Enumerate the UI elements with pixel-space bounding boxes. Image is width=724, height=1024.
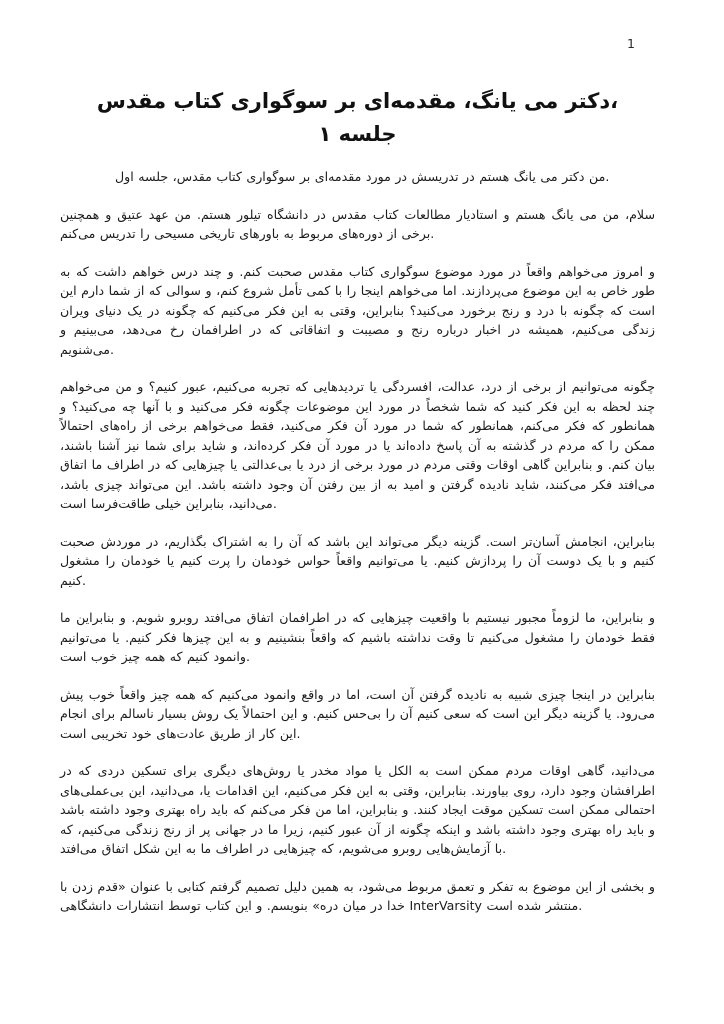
page-number: 1 xyxy=(627,36,635,51)
paragraph: می‌دانید، گاهی اوقات مردم ممکن است به الکل یا مواد مخدر یا روش‌های دیگری برای تسکین دردی که در اطرافشان وجود دارد، روی بیاورند. بنابراین، وقتی به این فکر می‌کنیم، این اقدامات یا، می‌دانید، این بی‌عملی‌های احتمالی ممکن است تسکین موقت ایجاد کنند. و بنابراین، اما من فکر می‌کنم که باید راه بهتری وجود داشته باشد و باید راه بهتری وجود داشته باشد و اینکه چگونه از آن عبور کنیم، زیرا ما در جهانی پر از رنج زندگی می‌کنیم، که با آزمایش‌هایی روبرو می‌شویم، که چیزهایی در اطراف ما به این شکل اتفاق می‌افتد. xyxy=(60,763,655,856)
paragraph: من دکتر می یانگ هستم در تدریسش در مورد مقدمه‌ای بر سوگواری کتاب مقدس، جلسه اول. xyxy=(115,169,610,184)
title-line-2: جلسه ۱ xyxy=(318,122,397,146)
paragraph: بنابراین، انجامش آسان‌تر است. گزینه دیگر می‌تواند این باشد که آن را به اشتراک بگذاریم، در موردش صحبت کنیم و با یک دوست آن را پردازش کنیم. یا می‌توانیم واقعاً حواس خودمان را پرت کنیم یا خودمان را مشغول کنیم. xyxy=(60,533,655,588)
paragraph: سلام، من می یانگ هستم و استادیار مطالعات کتاب مقدس در دانشگاه تیلور هستم. من عهد عتیق و همچنین برخی از دوره‌های مربوط به باورهای تاریخی مسیحی را تدریس می‌کنم. xyxy=(60,206,655,241)
paragraph: و بنابراین، ما لزوماً مجبور نیستیم با واقعیت چیزهایی که در اطرافمان اتفاق می‌افتد روبرو شویم. و بنابراین ما فقط خودمان را مشغول می‌کنیم تا وقت نداشته باشیم که واقعاً بنشینیم و به این چیزها فکر کنیم. یا می‌توانیم وانمود کنیم که همه چیز خوب است. xyxy=(60,610,655,664)
title-line-1: دکتر می یانگ، مقدمه‌ای بر سوگواری کتاب مقدس، xyxy=(96,89,619,113)
document-title xyxy=(60,85,655,151)
paragraph: چگونه می‌توانیم از برخی از درد، عدالت، افسردگی یا تردیدهایی که تجربه می‌کنیم، عبور کنیم؟ و من می‌خواهم چند لحظه به این فکر کنید که شما شخصاً در مورد این موضوعات چگونه فکر می‌کنید و با آنها چه می‌کنید؟ و همانطور که فکر می‌کنم، همانطور که شما در مورد آن فکر می‌کنید، فقط می‌خواهم برخی از راه‌های احتمالاً ممکن را که مردم در گذشته به آن پاسخ داده‌اند یا در مورد آن فکر کرده‌اند، و شاید برای شما نیز آشنا باشند، بیان کنم. و بنابراین گاهی اوقات وقتی مردم در مورد برخی از درد یا بی‌عدالتی یا چیزهایی که در اطراف ما اتفاق می‌افتد فکر می‌کنند، شاید نادیده گرفتن و امید به از بین رفتن آن وجود داشته باشد. این می‌تواند چیزی باشد، می‌دانید، بنابراین خیلی طاقت‌فرسا است. xyxy=(60,379,655,511)
paragraphs xyxy=(60,167,655,916)
paragraph: و امروز می‌خواهم واقعاً در مورد موضوع سوگواری کتاب مقدس صحبت کنم. و چند درس خواهم داشت که به طور خاص به این موضوع می‌پردازند. اما می‌خواهم اینجا را با کمی تأمل شروع کنم، و سوالی که از شما دارم این است که چگونه با درد و رنج برخورد می‌کنید؟ بنابراین، وقتی به این فکر می‌کنیم که چگونه در یک دنیای ویران زندگی می‌کنیم، همیشه در اخبار درباره رنج و مصیبت و اتفاقاتی که در اطرافمان رخ می‌دهد، می‌بینیم و می‌شنویم. xyxy=(60,263,655,357)
paragraph: بنابراین در اینجا چیزی شبیه به نادیده گرفتن آن است، اما در واقع وانمود می‌کنیم که همه چیز واقعاً خوب پیش می‌رود. یا گزینه دیگر این است که سعی کنیم آن را بی‌حس کنیم. و این احتمالاً یک روش بسیار ناسالم برای انجام این کار از طریق عادت‌های خود تخریبی است. xyxy=(60,686,655,741)
paragraph: و بخشی از این موضوع به تفکر و تعمق مربوط می‌شود، به همین دلیل تصمیم گرفتم کتابی با عنوان «قدم زدن با خدا در میان دره» بنویسم. و این کتاب توسط انتشارات دانشگاهی InterVarsity منتشر شده است. xyxy=(60,878,655,913)
